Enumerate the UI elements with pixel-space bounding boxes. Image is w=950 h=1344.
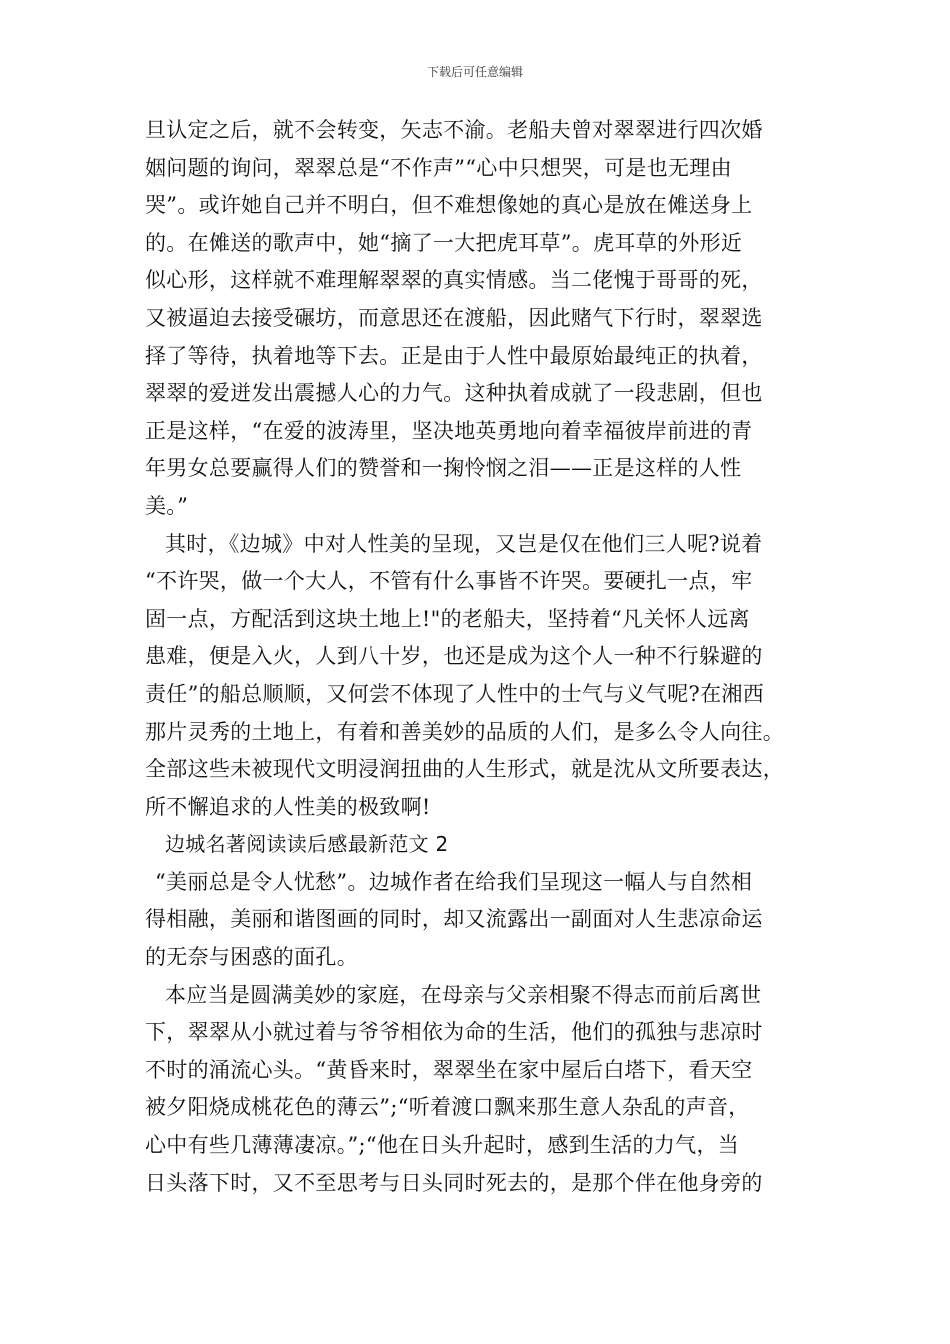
paragraph-line: 得相融，美丽和谐图画的同时，却又流露出一副面对人生悲凉命运 (145, 907, 763, 932)
paragraph-line: 美。” (145, 493, 189, 518)
paragraph-line: 所不懈追求的人性美的极致啊! (145, 794, 431, 819)
paragraph-line: 不时的涌流心头。“黄昏来时，翠翠坐在家中屋后白塔下，看天空 (145, 1057, 753, 1082)
paragraph-line: 择了等待，执着地等下去。正是由于人性中最原始最纯正的执着， (145, 343, 763, 368)
paragraph-line: 下，翠翠从小就过着与爷爷相依为命的生活，他们的孤独与悲凉时 (145, 1020, 763, 1045)
document-body (145, 112, 825, 1202)
paragraph-line: 被夕阳烧成桃花色的薄云”;“听着渡口飘来那生意人杂乱的声音， (145, 1095, 750, 1120)
paragraph-line: 的无奈与困惑的面孔。 (145, 945, 358, 970)
paragraph-line: 似心形，这样就不难理解翠翠的真实情感。当二佬愧于哥哥的死， (145, 268, 763, 293)
paragraph-line: 旦认定之后，就不会转变，矢志不渝。老船夫曾对翠翠进行四次婚 (145, 118, 763, 142)
paragraph-line: 责任”的船总顺顺，又何尝不体现了人性中的士气与义气呢?在湘西 (145, 681, 764, 706)
paragraph-line: 其时，《边城》中对人性美的呈现，又岂是仅在他们三人呢?说着 (165, 531, 763, 556)
paragraph-line: “美丽总是令人忧愁”。边城作者在给我们呈现这一幅人与自然相 (155, 869, 753, 894)
paragraph-line: 的。在傩送的歌声中，她“摘了一大把虎耳草”。虎耳草的外形近 (145, 230, 743, 255)
paragraph-line: 固一点，方配活到这块土地上!"的老船夫，坚持着“凡关怀人远离 (145, 606, 750, 631)
paragraph-line: 年男女总要赢得人们的赞誉和一掬怜悯之泪——正是这样的人性 (145, 456, 742, 481)
paragraph-line: 翠翠的爱迸发出震撼人心的力气。这种执着成就了一段悲剧，但也 (145, 381, 763, 406)
paragraph-line: 那片灵秀的土地上，有着和善美妙的品质的人们，是多么令人向往。 (145, 719, 784, 744)
paragraph-line: 本应当是圆满美妙的家庭，在母亲与父亲相聚不得志而前后离世 (165, 982, 762, 1007)
paragraph-line: 姻问题的询问，翠翠总是“不作声”“心中只想哭，可是也无理由 (145, 155, 732, 180)
section-heading: 边城名著阅读读后感最新范文 2 (165, 832, 449, 857)
paragraph-line: “不许哭，做一个大人，不管有什么事皆不许哭。要硬扎一点，牢 (145, 569, 753, 594)
paragraph-line: 全部这些未被现代文明浸润扭曲的人生形式，就是沈从文所要表达， (145, 757, 784, 782)
paragraph-line: 又被逼迫去接受碾坊，而意思还在渡船，因此赌气下行时，翠翠选 (145, 305, 763, 330)
paragraph-line: 患难，便是入火，人到八十岁，也还是成为这个人一种不行躲避的 (145, 644, 763, 669)
paragraph-line: 正是这样，“在爱的波涛里，坚决地英勇地向着幸福彼岸前进的青 (145, 418, 753, 443)
paragraph-line: 心中有些几薄薄凄凉。”;“他在日头升起时，感到生活的力气，当 (145, 1133, 740, 1158)
paragraph-line: 日头落下时，又不至思考与日头同时死去的，是那个伴在他身旁的 (145, 1170, 763, 1195)
paragraph-line: 哭”。或许她自己并不明白，但不难想像她的真心是放在傩送身上 (145, 193, 753, 218)
page-header: 下载后可任意编辑 (426, 65, 523, 79)
